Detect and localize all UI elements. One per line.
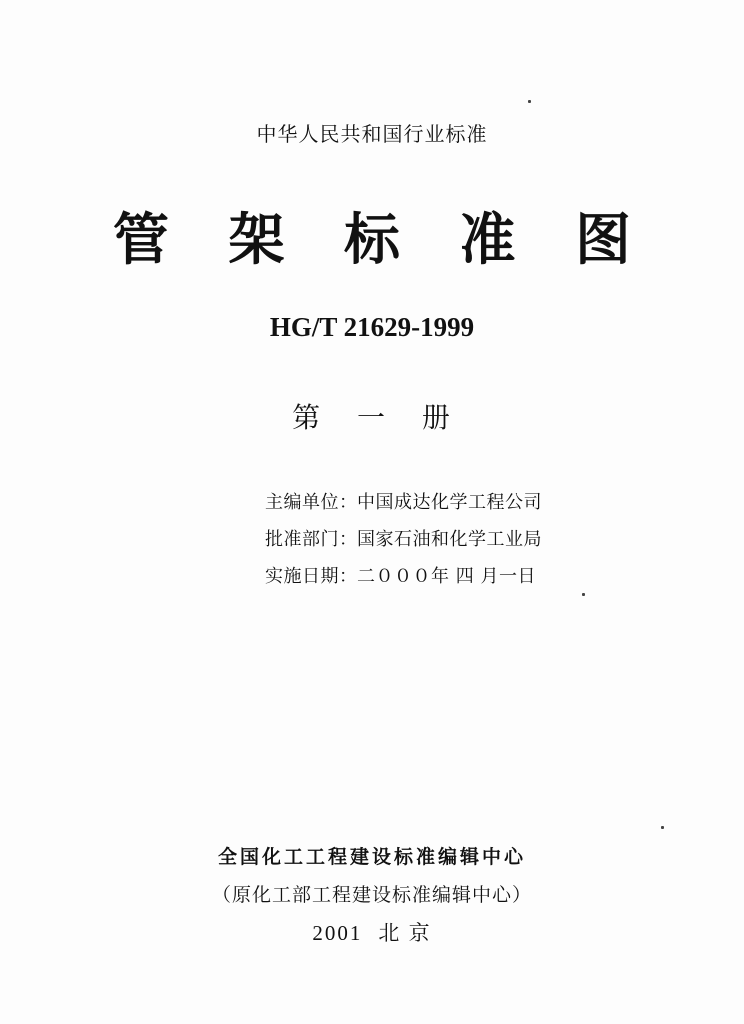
info-row-approver	[265, 526, 542, 563]
info-separator: ：	[339, 566, 357, 587]
info-label: 批准部门	[265, 529, 339, 550]
standard-number: HG/T 21629-1999	[269, 312, 475, 342]
info-label: 主编单位	[265, 492, 339, 513]
publication-place-year	[0, 917, 744, 947]
info-row-editor	[265, 489, 542, 526]
scan-speck	[528, 100, 531, 103]
info-value: 中国成达化学工程公司	[357, 492, 542, 513]
info-value: 二０００年 四 月一日	[357, 566, 536, 587]
scan-speck	[661, 826, 664, 829]
publisher: 全国化工工程建设标准编辑中心	[217, 846, 526, 868]
info-row-effective-date	[265, 563, 542, 600]
publication-city: 北 京	[378, 921, 432, 945]
info-value: 国家石油和化学工业局	[357, 529, 542, 550]
industry-standard-heading: 中华人民共和国行业标准	[256, 122, 488, 146]
info-separator: ：	[339, 492, 357, 513]
publisher-former-name: （原化工部工程建设标准编辑中心）	[211, 884, 532, 906]
info-label: 实施日期	[265, 566, 339, 587]
info-block	[265, 489, 542, 600]
scan-speck	[582, 593, 585, 596]
info-separator: ：	[339, 529, 357, 550]
volume-label: 第 一 册	[292, 401, 464, 434]
document-title: 管 架 标 准 图	[113, 207, 651, 273]
publication-year: 2001	[312, 921, 363, 945]
